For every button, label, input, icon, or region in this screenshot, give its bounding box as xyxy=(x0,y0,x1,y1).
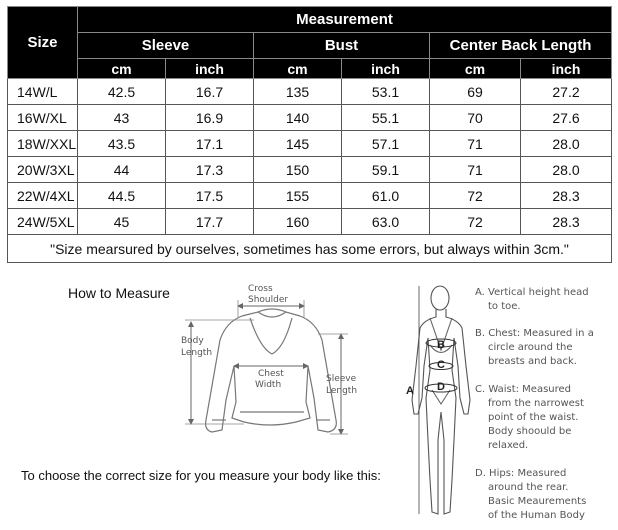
value-cell: 17.7 xyxy=(166,209,254,235)
cross-label: Cross xyxy=(248,284,273,294)
value-cell: 17.3 xyxy=(166,157,254,183)
value-cell: 17.1 xyxy=(166,131,254,157)
note-line: of the Human Body xyxy=(488,510,585,521)
value-cell: 28.3 xyxy=(521,183,612,209)
letter-a: A xyxy=(406,385,414,397)
note-chest xyxy=(475,327,615,369)
width-label: Width xyxy=(255,380,282,390)
unit-header: cm xyxy=(254,59,342,79)
value-cell: 28.0 xyxy=(521,131,612,157)
note-line: around the rear. xyxy=(488,482,569,493)
human-body-figure xyxy=(412,286,470,514)
value-cell: 44 xyxy=(78,157,166,183)
sleeve-length-label: Length xyxy=(326,386,358,396)
value-cell: 69 xyxy=(430,79,521,105)
letter-c: C xyxy=(437,359,445,371)
value-cell: 16.7 xyxy=(166,79,254,105)
value-cell: 57.1 xyxy=(342,131,430,157)
value-cell: 71 xyxy=(430,131,521,157)
value-cell: 140 xyxy=(254,105,342,131)
value-cell: 43.5 xyxy=(78,131,166,157)
value-cell: 72 xyxy=(430,183,521,209)
measurement-header: Measurement xyxy=(78,7,612,33)
chest-label: Chest xyxy=(258,369,284,379)
size-note: "Size mearsured by ourselves, sometimes has some errors, but always within 3cm." xyxy=(8,235,612,263)
unit-header: cm xyxy=(430,59,521,79)
value-cell: 160 xyxy=(254,209,342,235)
value-cell: 150 xyxy=(254,157,342,183)
note-line: from the narrowest xyxy=(488,398,584,409)
value-cell: 63.0 xyxy=(342,209,430,235)
center-back-length-header: Center Back Length xyxy=(430,33,612,59)
note-line: breasts and back. xyxy=(488,356,577,367)
value-cell: 55.1 xyxy=(342,105,430,131)
unit-header: inch xyxy=(342,59,430,79)
value-cell: 27.6 xyxy=(521,105,612,131)
size-cell: 14W/L xyxy=(8,79,78,105)
value-cell: 43 xyxy=(78,105,166,131)
value-cell: 135 xyxy=(254,79,342,105)
value-cell: 28.0 xyxy=(521,157,612,183)
bust-header: Bust xyxy=(254,33,430,59)
note-line: A. Vertical height head xyxy=(475,287,589,298)
note-line: B. Chest: Measured in a xyxy=(475,328,594,339)
shoulder-label: Shoulder xyxy=(248,295,289,305)
value-cell: 59.1 xyxy=(342,157,430,183)
note-line: circle around the xyxy=(488,342,573,353)
value-cell: 145 xyxy=(254,131,342,157)
note-line: Basic Meaurements xyxy=(488,496,587,507)
sleeve-label: Sleeve xyxy=(326,374,357,384)
note-line: Body shoould be xyxy=(488,426,572,437)
note-height xyxy=(475,286,615,314)
size-column-header: Size xyxy=(8,7,78,79)
value-cell: 16.9 xyxy=(166,105,254,131)
note-hips xyxy=(475,467,615,523)
value-cell: 71 xyxy=(430,157,521,183)
size-cell: 18W/XXL xyxy=(8,131,78,157)
letter-b: B xyxy=(437,339,445,351)
size-cell: 24W/5XL xyxy=(8,209,78,235)
value-cell: 45 xyxy=(78,209,166,235)
unit-header: inch xyxy=(521,59,612,79)
value-cell: 72 xyxy=(430,209,521,235)
value-cell: 155 xyxy=(254,183,342,209)
value-cell: 70 xyxy=(430,105,521,131)
value-cell: 27.2 xyxy=(521,79,612,105)
how-to-measure-title: How to Measure xyxy=(68,285,170,301)
value-cell: 17.5 xyxy=(166,183,254,209)
note-waist xyxy=(475,383,615,453)
value-cell: 28.3 xyxy=(521,209,612,235)
note-line: D. Hips: Measured xyxy=(475,468,567,479)
sleeve-header: Sleeve xyxy=(78,33,254,59)
note-line: to toe. xyxy=(488,301,521,312)
note-line: C. Waist: Measured xyxy=(475,384,572,395)
value-cell: 44.5 xyxy=(78,183,166,209)
body-length-label: Length xyxy=(181,348,213,358)
body-label: Body xyxy=(181,336,204,346)
value-cell: 42.5 xyxy=(78,79,166,105)
note-line: relaxed. xyxy=(488,440,529,451)
value-cell: 61.0 xyxy=(342,183,430,209)
note-line: point of the waist. xyxy=(488,412,579,423)
size-cell: 22W/4XL xyxy=(8,183,78,209)
size-cell: 16W/XL xyxy=(8,105,78,131)
value-cell: 53.1 xyxy=(342,79,430,105)
size-cell: 20W/3XL xyxy=(8,157,78,183)
choose-size-instruction: To choose the correct size for you measure your body like this: xyxy=(21,468,381,483)
letter-d: D xyxy=(437,381,445,393)
unit-header: inch xyxy=(166,59,254,79)
unit-header: cm xyxy=(78,59,166,79)
